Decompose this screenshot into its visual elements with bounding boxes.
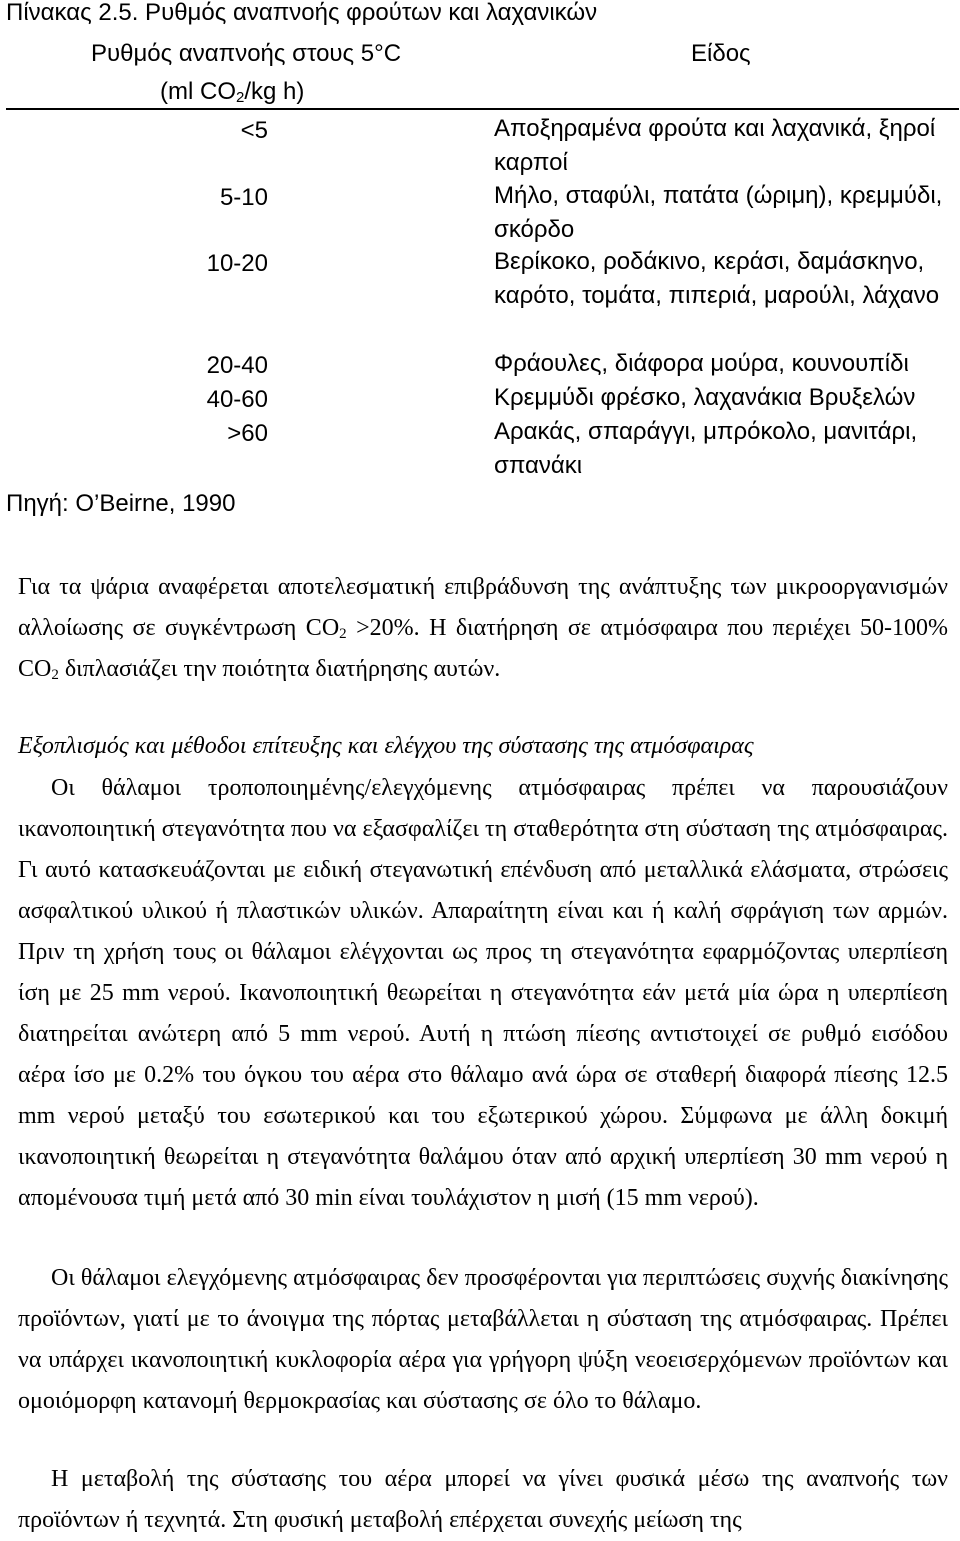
table-row-rate: 40-60 (206, 386, 268, 413)
table-row-kind: Κρεμμύδι φρέσκο, λαχανάκια Βρυξελών (494, 384, 916, 411)
table-row-rate: <5 (240, 117, 268, 144)
paragraph-controlled-atmosphere: Οι θάλαμοι ελεγχόμενης ατμόσφαιρας δεν προσφέρονται για περιπτώσεις συχνής διακίνησης προϊόντων, γιατί με το άνοιγμα της πόρτας μεταβάλλεται η σύσταση της ατμόσφαιρας. Πρέπει να υπάρχει ικανοποιητική κυκλοφορία αέρα για γρήγορη ψύξη νεοεισερχόμενων προϊόντων και ομοιόμορφη κατανομή θερμοκρασίας και σύστασης σε όλο το θάλαμο. (18, 1265, 948, 1414)
table-row-rate: 10-20 (206, 250, 268, 277)
header-rule (6, 108, 959, 110)
header-unit: (ml $CO_2/kg$ h) (160, 78, 305, 106)
paragraph-fish: Για τα ψάρια αναφέρεται αποτελεσματική επιβράδυνση της ανάπτυξης των μικροοργανισμών αλλοίωσης σε συγκέντρωση $CO_2 >20\%$. Η διατήρηση σε ατμόσφαιρα που περιέχει 50-100% $CO_2$ διπλασιάζει την ποιότητα διατήρησης αυτών. (18, 574, 948, 683)
paragraph-chambers: Οι θάλαμοι τροποποιημένης/ελεγχόμενης ατμόσφαιρας πρέπει να παρουσιάζουν ικανοποιητική στεγανότητα που να εξασφαλίζει τη σταθερότητα στη σύσταση της ατμόσφαιρας. Γι αυτό κατασκευάζονται με ειδική στεγανωτική επένδυση από μεταλλικά ελάσματα, στρώσεις ασφαλτικού υλικού ή πλαστικών υλικών. Απαραίτητη είναι και ή καλή σφράγιση των αρμών. Πριν τη χρήση τους οι θάλαμοι ελέγχονται ως προς τη στεγανότητα εφαρμόζοντας υπερπίεση ίση με 25 mm νερού. Ικανοποιητική θεωρείται η στεγανότητα εάν μετά μία ώρα η υπερπίεση διατηρείται ανώτερη από 5 mm νερού. Αυτή η πτώση πίεσης αντιστοιχεί σε ρυθμό εισόδου αέρα ίσο με 0.2% του όγκου του αέρα στο θάλαμο ανά ώρα σε σταθερή διαφορά πίεσης 12.5 mm νερού μεταξύ του εσωτερικού και του εξωτερικού χώρου. Σύμφωνα με άλλη δοκιμή ικανοποιητική θεωρείται η στεγανότητα θαλάμου όταν από αρχική υπερπίεση 30 mm νερού η απομένουσα τιμή μετά από 30 min είναι τουλάχιστον η μισή (15 mm νερού). (18, 775, 948, 1211)
table-row-kind: Αρακάς, σπαράγγι, μπρόκολο, μανιτάρι, σπανάκι (494, 418, 918, 479)
table-row-kind: Φράουλες, διάφορα μούρα, κουνουπίδι (494, 350, 909, 377)
table-row-rate: 5-10 (219, 184, 268, 211)
table-caption: Πίνακας 2.5. Ρυθμός αναπνοής φρούτων και λαχανικών (6, 0, 598, 26)
table-row-rate: >60 (227, 420, 268, 447)
table-row-kind: Βερίκοκο, ροδάκινο, κεράσι, δαμάσκηνο, καρότο, τομάτα, πιπεριά, μαρούλι, λάχανο (494, 248, 940, 309)
header-kind: Είδος (691, 40, 751, 67)
table-row-kind: Μήλο, σταφύλι, πατάτα (ώριμη), κρεμμύδι, σκόρδο (494, 182, 943, 243)
header-rate: Ρυθμός αναπνοής στους 5°C (91, 40, 402, 67)
table-row-rate: 20-40 (206, 352, 268, 379)
paragraph-composition-change: Η μεταβολή της σύστασης του αέρα μπορεί να γίνει φυσικά μέσω της αναπνοής των προϊόντων ή τεχνητά. Στη φυσική μεταβολή επέρχεται συνεχής μείωση της (18, 1466, 948, 1533)
section-heading: Εξοπλισμός και μέθοδοι επίτευξης και ελέγχου της σύστασης της ατμόσφαιρας (18, 733, 754, 759)
table-source: Πηγή: O’Beirne, 1990 (6, 490, 236, 517)
table-row-kind: Αποξηραμένα φρούτα και λαχανικά, ξηροί καρποί (494, 115, 936, 176)
